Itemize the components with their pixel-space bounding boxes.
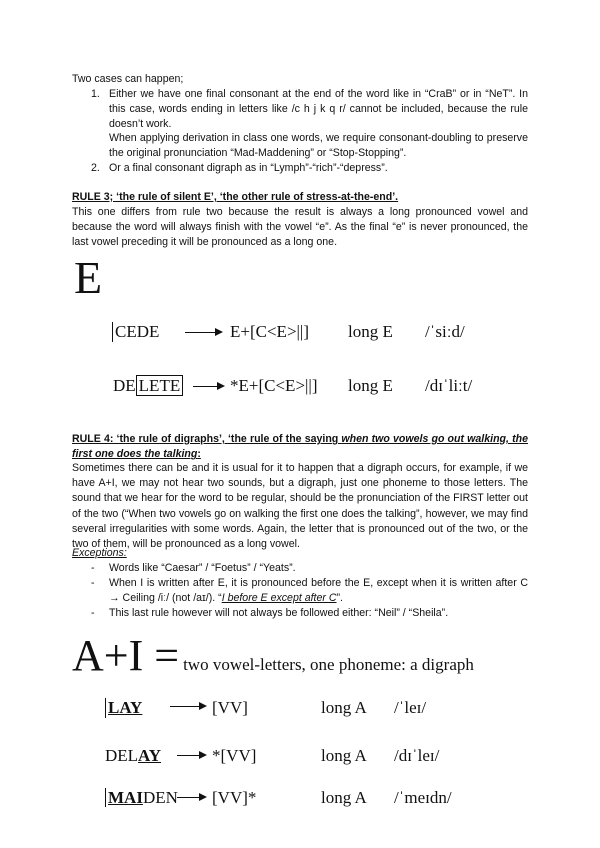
digraph-formula: A+I = xyxy=(72,631,180,680)
rule3-ex2-word xyxy=(113,376,183,396)
arrow-right-icon xyxy=(185,332,221,333)
digraph-heading xyxy=(72,631,474,680)
exception-bullet-1: Words like “Caesar” / “Foetus” / “Yeats”. xyxy=(109,562,296,574)
digraph-row1-ipa: /ˈleɪ/ xyxy=(394,698,427,717)
digraph-row3-formula: [VV]* xyxy=(212,788,257,807)
rule3-heading: RULE 3; ‘the rule of silent E’, ‘the other rule of stress-at-the-end’. xyxy=(72,191,399,203)
list-number-2: 2. xyxy=(91,162,100,174)
digraph-row1-word: LAY xyxy=(105,698,142,718)
arrow-right-icon xyxy=(193,386,223,387)
list-item-1b: When applying derivation in class one words, we require consonant-doubling to preserve the original pronunciation “Mad-Maddening” or “Stop-Stopping”. xyxy=(109,132,528,160)
exception-bullet-3: This last rule however will not always be followed either: “Neil” / “Sheila”. xyxy=(109,607,449,619)
digraph-row2-word-stress: AY xyxy=(138,746,162,765)
rule4-heading-part-b: when two vowels go out walking, the first one does the talking xyxy=(72,433,528,461)
rule3-ex2-ipa: /dɪˈliːt/ xyxy=(425,376,473,395)
digraph-row1-label: long A xyxy=(321,698,367,717)
digraph-row2-word-prefix: DEL xyxy=(105,746,139,765)
exception-bullet-2 xyxy=(109,576,528,606)
exception-bullet-2-text: When I is written after E, it is pronounced before the E, except when it is written after C → Ceiling /iː/ (not /aɪ/). “ xyxy=(109,577,528,605)
list-item-2: Or a final consonant digraph as in “Lymph”-“rich”-“depress”. xyxy=(109,162,388,174)
rule3-ex2-label: long E xyxy=(348,376,393,395)
rule3-ex2-formula: *E+[C<E>||] xyxy=(230,376,318,395)
digraph-row2-formula: *[VV] xyxy=(212,746,257,765)
digraph-row2-word xyxy=(105,746,161,766)
exception-bullet-2-end: ”. xyxy=(336,592,343,605)
rule4-heading xyxy=(72,432,528,462)
rule3-ex1-label: long E xyxy=(348,322,393,341)
digraph-row2-ipa: /dɪˈleɪ/ xyxy=(394,746,440,765)
rule4-heading-part-a: RULE 4: ‘the rule of digraphs’, ‘the rule of the saying xyxy=(72,433,342,445)
digraph-row3-word xyxy=(105,788,178,808)
list-item-1a: Either we have one final consonant at the end of the word like in “CraB” or in “NeT”. In this case, words ending in letters like /c h j k q r/ cannot be included, because the rule doesn’t work. xyxy=(109,88,528,131)
digraph-row2-label: long A xyxy=(321,746,367,765)
digraph-caption: two vowel-letters, one phoneme: a digraph xyxy=(183,655,474,674)
rule3-ex2-word-prefix: DE xyxy=(113,376,136,395)
digraph-row3-label: long A xyxy=(321,788,367,807)
rule3-body: This one differs from rule two because the result is always a long pronounced vowel and because the word will always finish with the vowel “e”. As the final “e” is never pronounced, the last vowel preceding it will be pronounced as a long one. xyxy=(72,206,528,249)
bullet-dash: - xyxy=(91,607,95,619)
arrow-right-icon xyxy=(170,706,205,707)
rule4-heading-part-c: : xyxy=(197,448,201,461)
list-number-1: 1. xyxy=(91,88,100,100)
arrow-right-icon xyxy=(177,797,205,798)
rule3-ex1-ipa: /ˈsiːd/ xyxy=(425,322,465,341)
rule3-ex1-word: CEDE xyxy=(112,322,159,342)
digraph-row3-word-suffix: DEN xyxy=(142,788,178,807)
rule3-ex2-word-boxed: LETE xyxy=(136,375,184,396)
bullet-dash: - xyxy=(91,562,95,574)
exception-bullet-2-italic: I before E except after C xyxy=(221,592,337,605)
intro-text: Two cases can happen; xyxy=(72,73,184,85)
rule3-ex1-formula: E+[C<E>||] xyxy=(230,322,309,341)
arrow-right-icon xyxy=(177,755,205,756)
bullet-dash: - xyxy=(91,577,95,589)
rule4-body: Sometimes there can be and it is usual for it to happen that a digraph occurs, for example, if we have A+I, we may not hear two sounds, but a digraph, just one phoneme to those letters. The sound that we hear for the word to be regular, should be the pronunciation of the FIRST letter out of the two (“When two vowels go on walking the first one does the talking”, however, we may find several irregularities with some words. Again, the letter that is pronounced out of the two, or the two of them, will be pronounced as a long vowel. xyxy=(72,462,528,551)
exceptions-label: Exceptions: xyxy=(72,547,127,559)
digraph-row3-ipa: /ˈmeɪdn/ xyxy=(394,788,452,807)
rule3-big-letter: E xyxy=(74,252,103,303)
digraph-row3-word-stress: MAI xyxy=(105,788,143,807)
digraph-row1-formula: [VV] xyxy=(212,698,248,717)
